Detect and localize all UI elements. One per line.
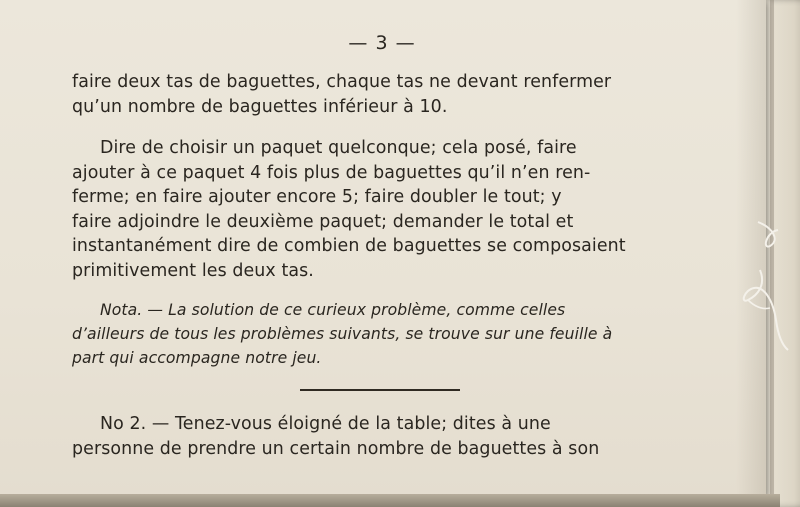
note-line: d’ailleurs de tous les problèmes suivants, se trouve sur une feuille à xyxy=(72,325,613,343)
text-line: ferme; en faire ajouter encore 5; faire doubler le tout; y xyxy=(72,187,562,207)
text-line: instantanément dire de combien de baguettes se composaient xyxy=(72,236,626,256)
text-line: personne de prendre un certain nombre de baguettes à son xyxy=(72,438,600,459)
paragraph-continuation xyxy=(72,70,692,119)
nota-note xyxy=(72,298,692,370)
text-line: faire adjoindre le deuxième paquet; demander le total et xyxy=(72,211,574,232)
note-line: Nota. — La solution de ce curieux problème, comme celles xyxy=(100,301,566,319)
text-line: primitivement les deux tas. xyxy=(72,260,314,281)
text-line: Dire de choisir un paquet quelconque; cela posé, faire xyxy=(100,138,577,158)
page-stack-edge xyxy=(0,494,780,507)
paragraph-instructions xyxy=(72,136,692,283)
binding-thread-icon xyxy=(718,210,800,370)
page-number: — 3 — xyxy=(348,32,416,54)
note-line: part qui accompagne notre jeu. xyxy=(72,349,322,367)
text-line: ajouter à ce paquet 4 fois plus de baguettes qu’il n’en ren- xyxy=(72,162,591,183)
text-line: faire deux tas de baguettes, chaque tas ne devant renfermer xyxy=(72,72,612,92)
text-line: qu’un nombre de baguettes inférieur à 10. xyxy=(72,96,448,117)
section-divider xyxy=(300,389,460,391)
paragraph-problem-2 xyxy=(72,412,692,461)
text-line: No 2. — Tenez-vous éloigné de la table; dites à une xyxy=(100,414,551,434)
